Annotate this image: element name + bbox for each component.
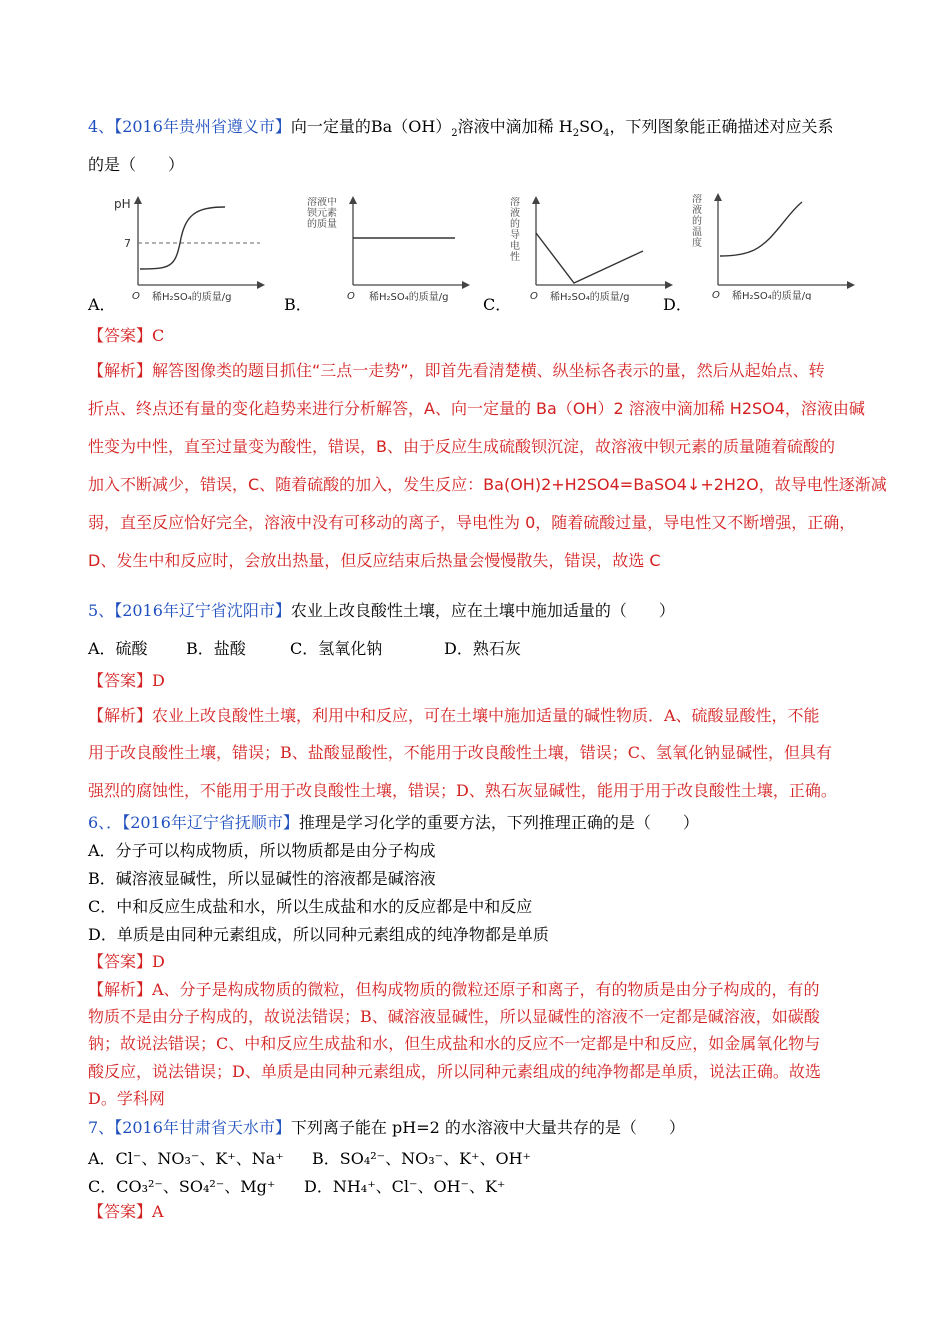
graph-a — [110, 193, 270, 303]
q5-stem: 5、【2016年辽宁省沈阳市】农业上改良酸性土壤，应在土壤中施加适量的（ ） — [88, 601, 675, 620]
q6-option-b: B．碱溶液显碱性，所以显碱性的溶液都是碱溶液 — [88, 869, 436, 888]
q6-option-c: C．中和反应生成盐和水，所以生成盐和水的反应都是中和反应 — [88, 897, 533, 916]
graph-c-curve — [536, 233, 643, 283]
q4-stem-line2: 的是（ ） — [88, 155, 185, 174]
q5-answer: 【答案】D — [88, 671, 165, 690]
q5-option-c: C．氢氧化钠 — [290, 639, 383, 658]
q5-option-b: B．盐酸 — [186, 639, 246, 658]
q7-source: 【2016年甘肃省天水市】 — [114, 1118, 291, 1137]
graph-c-xlabel: 稀H₂SO₄的质量/g — [550, 292, 630, 303]
q7-option-d: D．NH₄⁺、Cl⁻、OH⁻、K⁺ — [304, 1177, 506, 1196]
graph-d-curve — [720, 202, 802, 256]
q5-source: 【2016年辽宁省沈阳市】 — [114, 601, 291, 620]
q4-option-c-label: C． — [483, 295, 512, 314]
graph-a-ylabel: pH — [114, 197, 131, 211]
svg-text:O: O — [530, 291, 538, 302]
graph-b-ylabel: 溶液中钡元素的质量 — [307, 197, 337, 230]
graph-d-ylabel: 溶液的温度 — [692, 194, 702, 249]
q7-option-c: C．CO₃²⁻、SO₄²⁻、Mg⁺ — [88, 1177, 276, 1196]
q7-option-b: B．SO₄²⁻、NO₃⁻、K⁺、OH⁺ — [312, 1149, 532, 1168]
graph-d-xlabel: 稀H₂SO₄的质量/g — [732, 291, 812, 300]
graph-a-tick: 7 — [124, 237, 131, 250]
q4-stem-line1: 4、【2016年贵州省遵义市】向一定量的$Ba(OH)_2$溶液中滴加稀 $H_2SO_4$，下列图象能正确描述对应关系 — [88, 117, 834, 140]
graph-c-ylabel: 溶液的导电性 — [510, 197, 520, 263]
q4-option-a-label: A． — [88, 295, 116, 314]
q6-option-a: A．分子可以构成物质，所以物质都是由分子构成 — [88, 841, 436, 860]
q4-option-b-label: B． — [284, 295, 312, 314]
q4-number: 4、 — [88, 117, 115, 136]
q6-stem: 6、．【2016年辽宁省抚顺市】推理是学习化学的重要方法，下列推理正确的是（ ） — [88, 813, 699, 832]
q7-answer: 【答案】A — [88, 1202, 164, 1221]
q7-stem: 7、【2016年甘肃省天水市】下列离子能在 pH=2 的水溶液中大量共存的是（ ） — [88, 1118, 685, 1137]
graph-b-xlabel: 稀H₂SO₄的质量/g — [369, 292, 449, 303]
q4-source: 【2016年贵州省遵义市】 — [114, 117, 291, 136]
q4-option-d-label: D． — [663, 295, 692, 314]
graph-b — [305, 193, 475, 303]
q4-stem-a: 向一定量的Ba（OH） — [290, 117, 452, 136]
graph-a-curve — [140, 207, 225, 269]
q7-option-a: A．Cl⁻、NO₃⁻、K⁺、Na⁺ — [88, 1149, 284, 1168]
graph-a-xlabel: 稀H₂SO₄的质量/g — [152, 292, 232, 303]
graph-d — [690, 190, 860, 300]
q6-answer: 【答案】D — [88, 952, 165, 971]
svg-text:O: O — [347, 291, 355, 302]
q5-option-d: D．熟石灰 — [444, 639, 521, 658]
svg-text:O: O — [132, 291, 140, 302]
q5-option-a: A．硫酸 — [88, 639, 148, 658]
q4-answer: 【答案】C — [88, 326, 165, 345]
svg-text:O: O — [712, 290, 720, 300]
q6-source: 【2016年辽宁省抚顺市】 — [122, 813, 299, 832]
graph-c — [508, 193, 678, 303]
q6-option-d: D．单质是由同种元素组成，所以同种元素组成的纯净物都是单质 — [88, 925, 549, 944]
